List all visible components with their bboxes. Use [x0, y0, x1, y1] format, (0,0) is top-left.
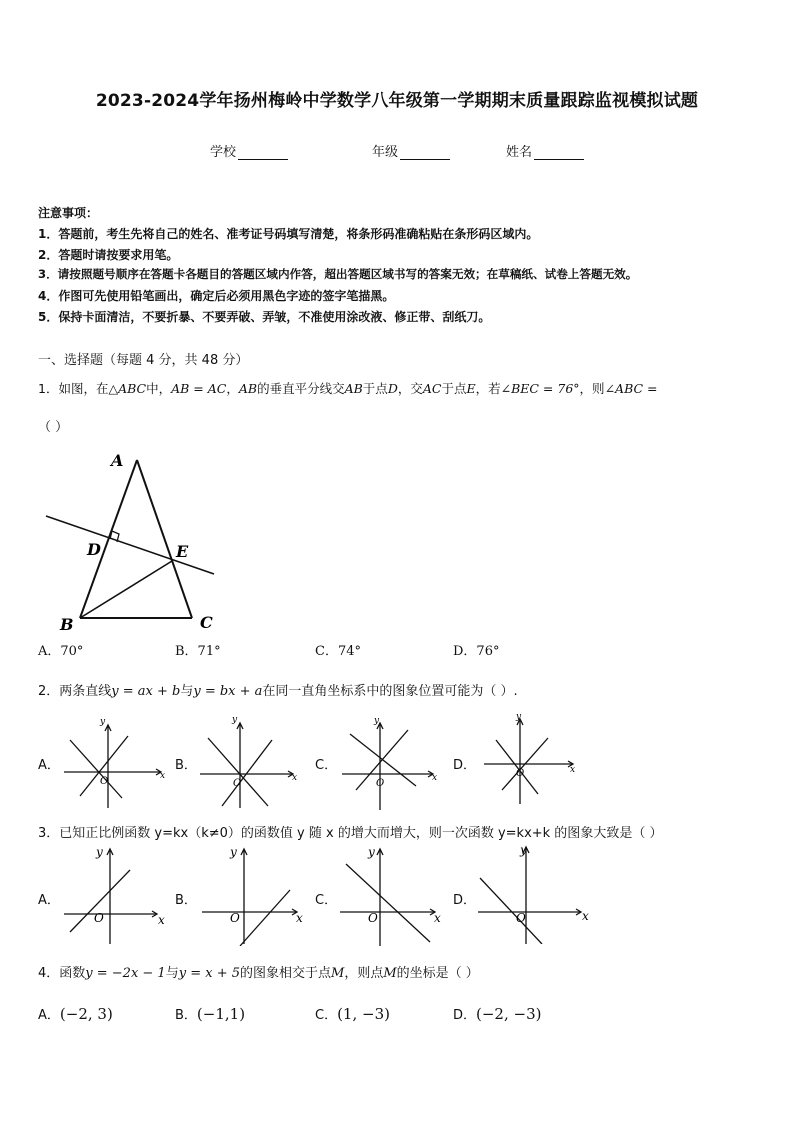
y-axis-label: y — [516, 712, 522, 722]
origin-label: O — [376, 778, 385, 789]
point-e-label: E — [176, 542, 189, 561]
q4-text: 的图象相交于点 — [240, 966, 332, 981]
q3-graph-d — [474, 840, 594, 944]
q3-graph-a — [60, 842, 172, 946]
origin-label: O — [233, 778, 242, 789]
x-axis-label: x — [582, 909, 589, 923]
q1-answer-paren: （ ） — [38, 420, 69, 435]
q2-text: 在同一直角坐标系中的图象位置可能为（ ）. — [262, 684, 518, 699]
x-axis-label: x — [296, 911, 303, 925]
grade-blank — [400, 145, 450, 160]
q1-text: 1．如图，在 — [38, 381, 109, 396]
q1-text: ，交 — [397, 381, 423, 396]
q3-option-b-label[interactable]: B． — [175, 893, 197, 908]
q1-math: ∠BEC = 76° — [500, 381, 580, 396]
y-axis-label: y — [374, 716, 380, 726]
q4-math: M — [331, 966, 345, 981]
q2-option-d-label[interactable]: D． — [453, 758, 477, 773]
segment-be — [80, 561, 172, 618]
q2-graph-b — [198, 714, 306, 812]
q2-graph-a — [62, 714, 174, 810]
q3-option-a-label[interactable]: A． — [38, 893, 60, 908]
q4-option-d-label: D． — [453, 1008, 477, 1023]
q2-option-c-label[interactable]: C． — [315, 758, 338, 773]
q1-text: ， — [226, 381, 239, 396]
q1-option-c[interactable]: C．74° — [315, 644, 361, 659]
vertex-c-label: C — [200, 613, 213, 632]
q2-option-b-label[interactable]: B． — [175, 758, 197, 773]
function-line — [480, 878, 542, 944]
notice-item: 4．作图可先使用铅笔画出，确定后必须用黑色字迹的签字笔描黑。 — [38, 289, 395, 303]
q1-math: △ABC — [108, 381, 147, 396]
origin-label: O — [368, 911, 378, 925]
y-axis-label: y — [100, 717, 106, 727]
origin-label: O — [516, 911, 526, 925]
q1-math: AB = AC — [171, 381, 227, 396]
y-axis-label: y — [96, 845, 103, 859]
notice-item: 2．答题时请按要求用笔。 — [38, 248, 179, 262]
vertex-b-label: B — [60, 615, 74, 633]
x-axis-label: x — [434, 911, 441, 925]
q4-math: y = x + 5 — [178, 966, 240, 981]
q3-graph-b — [198, 842, 310, 946]
y-axis-label: y — [230, 845, 237, 859]
q4-option-d-value: (−2, −3) — [476, 1005, 542, 1023]
origin-label: O — [230, 911, 240, 925]
q2-graph-c — [340, 714, 446, 812]
q1-text: ，则 — [579, 381, 605, 396]
q4-option-c-label: C． — [315, 1008, 338, 1023]
origin-label: O — [100, 776, 109, 787]
section-heading: 一、选择题（每题 4 分，共 48 分） — [38, 353, 249, 368]
school-field — [210, 141, 288, 160]
notice-item: 3．请按照题号顺序在答题卡各题目的答题区域内作答，超出答题区域书写的答案无效；在草稿纸、试卷上答题无效。 — [38, 267, 638, 281]
perpendicular-bisector — [46, 516, 214, 574]
line-two — [222, 740, 272, 806]
notice-item: 1．答题前，考生先将自己的姓名、准考证号码填写清楚，将条形码准确粘贴在条形码区域内。 — [38, 227, 539, 241]
q4-text: ，则点 — [344, 966, 384, 981]
q1-option-d[interactable]: D．76° — [453, 644, 500, 659]
q3-graph-c — [336, 842, 448, 946]
q4-text: 与 — [165, 966, 179, 981]
point-d-label: D — [87, 540, 101, 559]
q1-option-b[interactable]: B．71° — [175, 644, 221, 659]
q4-text: 的坐标是（ ） — [396, 966, 479, 981]
function-line — [346, 864, 430, 942]
side-ac — [137, 460, 192, 618]
q1-text: 中， — [146, 381, 172, 396]
q4-option-b[interactable] — [175, 1004, 245, 1023]
q4-math: M — [383, 966, 397, 981]
q4-option-a[interactable] — [38, 1004, 113, 1023]
question-4-text — [38, 962, 479, 981]
side-ab — [80, 460, 137, 618]
q4-option-c-value: (1, −3) — [337, 1005, 390, 1023]
q1-math: E — [466, 381, 476, 396]
x-axis-label: x — [158, 913, 165, 927]
q2-math: y = bx + a — [193, 684, 263, 699]
name-label: 姓名 — [506, 145, 533, 160]
origin-label: O — [94, 911, 104, 925]
q4-option-a-label: A． — [38, 1008, 60, 1023]
grade-label: 年级 — [372, 145, 399, 160]
origin-label: O — [516, 768, 525, 779]
q4-option-b-value: (−1,1) — [196, 1005, 246, 1023]
y-axis-label: y — [520, 843, 527, 857]
notice-item: 5．保持卡面清洁，不要折暴、不要弄破、弄皱，不准使用涂改液、修正带、刮纸刀。 — [38, 310, 491, 324]
q1-triangle-figure — [40, 448, 230, 633]
q4-option-d[interactable] — [453, 1004, 541, 1023]
y-axis-label: y — [232, 715, 238, 725]
q1-math: AC — [422, 381, 442, 396]
q2-math: y = ax + b — [111, 684, 181, 699]
line-one — [496, 740, 538, 794]
q1-math: D — [387, 381, 398, 396]
x-axis-label: x — [292, 773, 298, 783]
q1-math: ∠ABC = — [604, 381, 658, 396]
q1-option-a[interactable]: A．70° — [38, 644, 84, 659]
q4-option-c[interactable] — [315, 1004, 390, 1023]
x-axis-label: x — [432, 773, 438, 783]
q1-math: AB — [344, 381, 363, 396]
school-blank — [238, 145, 288, 160]
q2-option-a-label[interactable]: A． — [38, 758, 60, 773]
q2-text: 2．两条直线 — [38, 684, 112, 699]
x-axis-label: x — [160, 771, 166, 781]
q1-text: ，若 — [475, 381, 501, 396]
vertex-a-label: A — [111, 451, 124, 470]
q4-option-b-label: B． — [175, 1008, 197, 1023]
name-blank — [534, 145, 584, 160]
y-axis-label: y — [368, 845, 375, 859]
q4-math: y = −2x − 1 — [85, 966, 166, 981]
x-axis-label: x — [570, 765, 576, 775]
grade-field — [372, 141, 450, 160]
q2-text: 与 — [180, 684, 194, 699]
q3-option-c-label[interactable]: C． — [315, 893, 338, 908]
page-title: 2023-2024学年扬州梅岭中学数学八年级第一学期期末质量跟踪监视模拟试题 — [95, 91, 699, 111]
q4-text: 4．函数 — [38, 966, 86, 981]
notice-heading: 注意事项： — [38, 206, 99, 220]
question-2-text — [38, 680, 518, 699]
q4-option-a-value: (−2, 3) — [59, 1005, 113, 1023]
name-field — [506, 141, 584, 160]
function-line — [240, 890, 290, 946]
line-one — [208, 738, 268, 806]
line-two — [80, 736, 128, 796]
school-label: 学校 — [210, 145, 237, 160]
line-one — [70, 740, 122, 798]
q2-graph-d — [482, 710, 582, 806]
q1-math: AB — [238, 381, 258, 396]
question-3-text: 3．已知正比例函数 y=kx（k≠0）的函数值 y 随 x 的增大而增大，则一次函数 y=kx+k 的图象大致是（ ） — [38, 826, 663, 841]
q3-option-d-label[interactable]: D． — [453, 893, 477, 908]
q1-text: 于点 — [441, 381, 467, 396]
q1-text: 的垂直平分线交 — [257, 381, 345, 396]
q1-text: 于点 — [362, 381, 388, 396]
question-1-text — [38, 379, 658, 397]
